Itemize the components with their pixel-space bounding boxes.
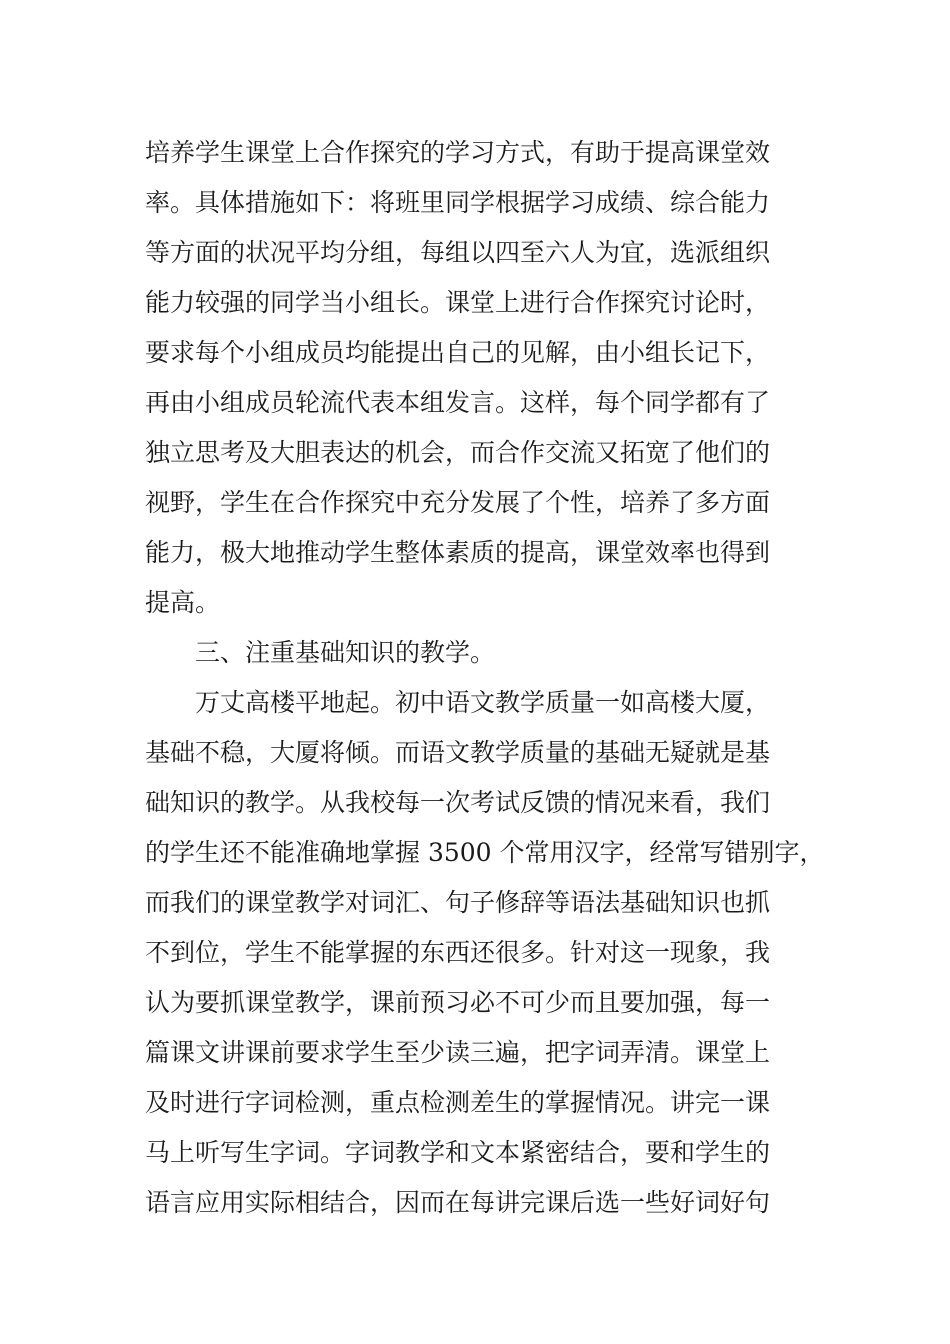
text-line: 视野，学生在合作探究中充分发展了个性，培养了多方面 [145,488,771,517]
text-line: 础知识的教学。从我校每一次考试反馈的情况来看，我们 [145,788,771,817]
text-line: 等方面的状况平均分组，每组以四至六人为宜，选派组织 [145,238,771,267]
text-line: 语言应用实际相结合，因而在每讲完课后选一些好词好句 [145,1188,771,1217]
text-line: 篇课文讲课前要求学生至少读三遍，把字词弄清。课堂上 [145,1038,771,1067]
text-line: 提高。 [145,588,221,617]
text-line: 基础不稳，大厦将倾。而语文教学质量的基础无疑就是基 [145,738,771,767]
text-line: 能力，极大地推动学生整体素质的提高，课堂效率也得到 [145,538,771,567]
text-line: 的学生还不能准确地掌握 3500 个常用汉字，经常写错别字， [145,838,825,867]
paragraph-basic-knowledge [145,678,835,1228]
text-line: 要求每个小组成员均能提出自己的见解，由小组长记下， [145,338,771,367]
text-line: 独立思考及大胆表达的机会，而合作交流又拓宽了他们的 [145,438,771,467]
text-line: 马上听写生字词。字词教学和文本紧密结合，要和学生的 [145,1138,771,1167]
text-line: 不到位，学生不能掌握的东西还很多。针对这一现象，我 [145,938,771,967]
paragraph-cooperative-learning [145,128,835,628]
text-line: 及时进行字词检测，重点检测差生的掌握情况。讲完一课 [145,1088,771,1117]
text-line: 培养学生课堂上合作探究的学习方式，有助于提高课堂效 [145,138,771,167]
text-line: 再由小组成员轮流代表本组发言。这样，每个同学都有了 [145,388,771,417]
text-line: 认为要抓课堂教学，课前预习必不可少而且要加强，每一 [145,988,771,1017]
text-line: 万丈高楼平地起。初中语文教学质量一如高楼大厦， [195,688,771,717]
section-heading: 三、注重基础知识的教学。 [195,638,496,667]
text-line: 率。具体措施如下：将班里同学根据学习成绩、综合能力 [145,188,771,217]
text-line: 能力较强的同学当小组长。课堂上进行合作探究讨论时， [145,288,771,317]
document-body [145,128,835,1228]
text-line: 而我们的课堂教学对词汇、句子修辞等语法基础知识也抓 [145,888,771,917]
